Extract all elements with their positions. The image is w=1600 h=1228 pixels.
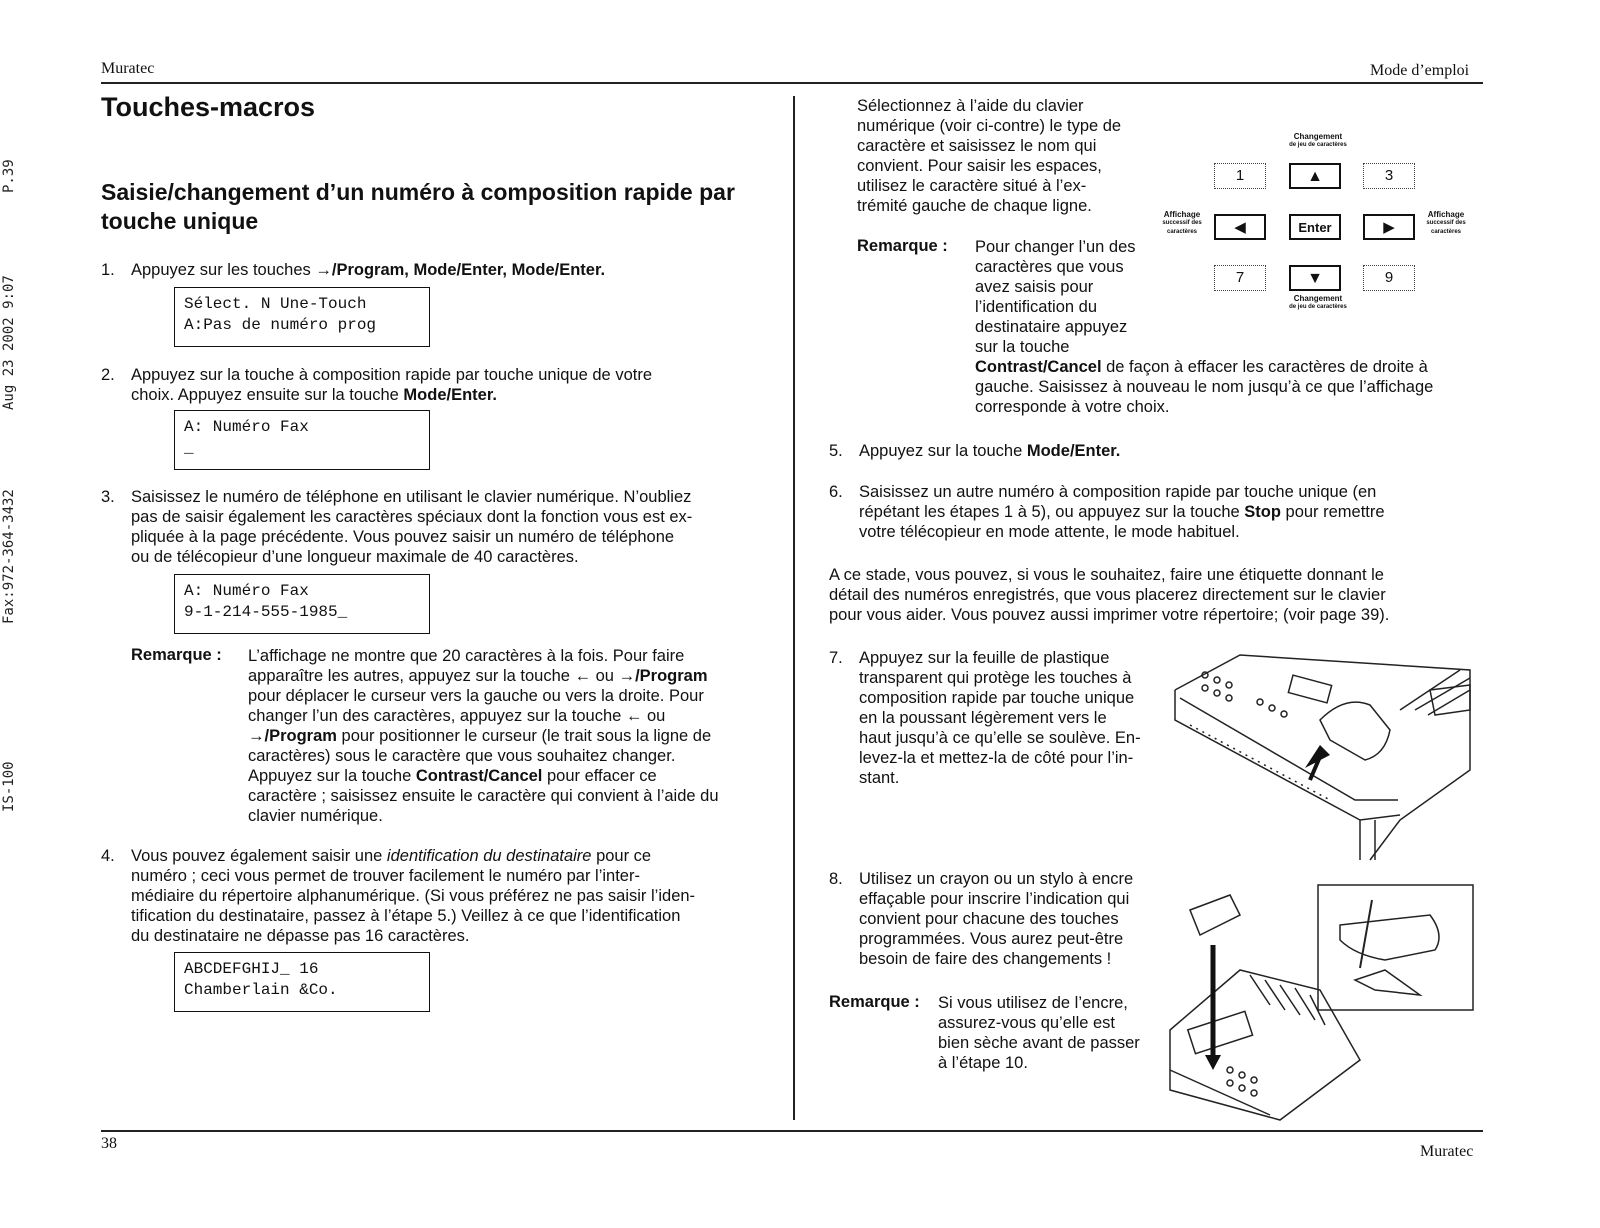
step-text: Saisissez le numéro de téléphone en utilisant le clavier numérique. N’oubliez [131,488,692,506]
step-text: numéro ; ceci vous permet de trouver facilement le numéro par l’inter- [131,867,640,885]
fax-number: Fax:972-364-3432 [1,489,17,624]
step-number: 1. [101,261,115,279]
step-2 [101,365,781,405]
note-label: Remarque : [131,646,222,664]
label-text: Affichage [1163,210,1201,219]
step-text: tification du destinataire, passez à l’étape 5.) Veillez à ce que l’identification [131,907,681,925]
note-key: →/Program [248,727,337,745]
note-text: de façon à effacer les caractères de droite à [1101,358,1428,376]
note-text: pour déplacer le curseur vers la gauche ou vers la droite. Pour [248,687,704,705]
step-text: Appuyez sur la touche [859,442,1027,460]
step-text: Appuyez sur la touche à composition rapide par touche unique de votre [131,366,652,384]
keypad-key-6: ▶ [1363,214,1415,240]
paragraph-text: détail des numéros enregistrés, que vous placerez directement sur le clavier [829,586,1386,604]
step-7 [829,648,1159,788]
keypad-label-left [1154,210,1210,237]
step-emphasis: identification du destinataire [386,847,592,865]
keypad-label-right [1418,210,1474,237]
intro-text: convient. Pour saisir les espaces, [857,157,1102,175]
intro-text: trémité gauche de chaque ligne. [857,197,1092,215]
lcd-line: _ [184,439,194,457]
step-keys: →/Program, Mode/Enter, Mode/Enter. [315,261,606,279]
step-8 [829,869,1159,969]
keypad-key-4: ◀ [1214,214,1266,240]
lcd-display-3 [174,574,430,634]
note-text: Si vous utilisez de l’encre, [938,994,1128,1012]
footer-brand: Muratec [1420,1143,1474,1160]
step-number: 7. [829,649,843,667]
step-keys: Mode/Enter. [403,386,497,404]
lcd-display-2 [174,410,430,470]
step-text: Vous pouvez également saisir une [131,847,387,865]
step-keys: Stop [1244,503,1281,521]
step-6 [829,482,1479,542]
lcd-display-1 [174,287,430,347]
label-subtext: de jeu de caractères [1289,304,1347,310]
lcd-line: A: Numéro Fax [184,418,309,436]
step-text: stant. [859,769,900,787]
lcd-line: A: Numéro Fax [184,582,309,600]
label-text: Affichage [1427,210,1465,219]
note-text: caractère ; saisissez ensuite le caractère qui convient à l’aide du [248,787,719,805]
note-label: Remarque : [829,993,920,1011]
label-text: Changement [1293,132,1343,141]
fax-header-margin [0,0,36,1228]
note-body-2 [975,237,1485,417]
note-text: apparaître les autres, appuyez sur la touche ← ou [248,667,619,685]
step-text: convient pour chacune des touches [859,910,1119,928]
lcd-line: ABCDEFGHIJ_ 16 [184,960,319,978]
lcd-line: Sélect. N Une-Touch [184,295,367,313]
note-text: corresponde à votre choix. [975,398,1170,416]
label-writing-illustration [1160,880,1480,1125]
section-subtitle: Saisie/changement d’un numéro à composition rapide par touche unique [101,179,735,234]
note-text: gauche. Saisissez à nouveau le nom jusqu’à ce que l’affichage [975,378,1434,396]
step-number: 4. [101,847,115,865]
step-text: effaçable pour inscrire l’indication qui [859,890,1130,908]
note-text: clavier numérique. [248,807,383,825]
right-intro [857,96,1157,216]
note-text: sur la touche [975,338,1070,356]
note-body-3 [938,993,1168,1073]
step-text: Saisissez un autre numéro à composition rapide par touche unique (en [859,483,1377,501]
step-text: pas de saisir également les caractères spéciaux dont la fonction vous est ex- [131,508,693,526]
step-4 [101,846,781,946]
intro-text: utilisez le caractère situé à l’ex- [857,177,1087,195]
note-text: l’identification du [975,298,1097,316]
step-text: ou de télécopieur d’une longueur maximale de 40 caractères. [131,548,579,566]
header-section: Mode d’emploi [1370,62,1470,79]
step-number: 3. [101,488,115,506]
fax-model: IS-100 [1,761,17,812]
lcd-display-4 [174,952,430,1012]
paragraph-text: A ce stade, vous pouvez, si vous le souhaitez, faire une étiquette donnant le [829,566,1384,584]
keypad-label-top [1278,132,1358,150]
note-text: Appuyez sur la touche [248,767,416,785]
step-text: programmées. Vous aurez peut-être [859,930,1124,948]
fax-cover-illustration [1170,650,1480,865]
note-text: destinataire appuyez [975,318,1128,336]
step-number: 2. [101,366,115,384]
label-text: Changement [1293,294,1343,303]
note-text: bien sèche avant de passer [938,1034,1140,1052]
step-text: pliquée à la page précédente. Vous pouvez saisir un numéro de téléphone [131,528,675,546]
step-number: 6. [829,483,843,501]
note-text: L’affichage ne montre que 20 caractères à la fois. Pour faire [248,647,685,665]
lcd-line: Chamberlain &Co. [184,981,338,999]
step-text: pour ce [591,847,652,865]
note-key: Contrast/Cancel [975,358,1102,376]
lcd-line: A:Pas de numéro prog [184,316,377,334]
fax-page-number: P.39 [1,159,17,193]
note-text: pour effacer ce [542,767,657,785]
column-divider [793,96,795,1120]
intro-text: numérique (voir ci-contre) le type de [857,117,1122,135]
page-title: Touches-macros [101,92,316,122]
note-text: assurez-vous qu’elle est [938,1014,1116,1032]
step-text: votre télécopieur en mode attente, le mode habituel. [859,523,1240,541]
step-3 [101,487,781,567]
step-text: du destinataire ne dépasse pas 16 caractères. [131,927,470,945]
step-text: composition rapide par touche unique [859,689,1135,707]
step-text: Utilisez un crayon ou un stylo à encre [859,870,1134,888]
step-number: 8. [829,870,843,888]
paragraph-text: pour vous aider. Vous pouvez aussi imprimer votre répertoire; (voir page 39). [829,606,1390,624]
note-key: Contrast/Cancel [415,767,543,785]
note-text: pour positionner le curseur (le trait sous la ligne de [336,727,712,745]
label-subtext: successif des caractères [1426,220,1466,235]
step-text: choix. Appuyez ensuite sur la touche [131,386,404,404]
note-text: caractères que vous [975,258,1124,276]
footer-rule [101,1130,1483,1132]
step-text: besoin de faire des changements ! [859,950,1112,968]
page-number: 38 [101,1135,117,1152]
step-text: répétant les étapes 1 à 5), ou appuyez sur la touche [859,503,1245,521]
note-text: caractères) sous le caractère que vous souhaitez changer. [248,747,676,765]
step-text: transparent qui protège les touches à [859,669,1132,687]
step-text: haut jusqu’à ce qu’elle se soulève. En- [859,729,1141,747]
fax-datetime: Aug 23 2002 9:07 [1,275,17,410]
intro-text: caractère et saisissez le nom qui [857,137,1097,155]
header-brand: Muratec [101,60,155,77]
note-text: Pour changer l’un des [975,238,1136,256]
keypad-key-8: ▼ [1289,265,1341,291]
step-text: levez-la et mettez-la de côté pour l’in- [859,749,1134,767]
keypad-key-7: 7 [1214,265,1266,291]
label-paragraph [829,565,1489,625]
note-body-1 [248,646,768,826]
note-label: Remarque : [857,237,948,255]
keypad-key-3: 3 [1363,163,1415,189]
note-key: →/Program [618,667,708,685]
step-text: médiaire du répertoire alphanumérique. (Si vous préférez ne pas saisir l’iden- [131,887,696,905]
step-number: 5. [829,442,843,460]
step-text: Appuyez sur les touches [131,261,316,279]
step-text: Appuyez sur la feuille de plastique [859,649,1110,667]
label-subtext: successif des caractères [1162,220,1202,235]
step-text: pour remettre [1280,503,1385,521]
note-text: à l’étape 10. [938,1054,1028,1072]
intro-text: Sélectionnez à l’aide du clavier [857,97,1084,115]
step-keys: Mode/Enter. [1026,442,1121,460]
header-rule [101,82,1483,84]
keypad-key-9: 9 [1363,265,1415,291]
keypad-key-1: 1 [1214,163,1266,189]
keypad-enter-key: Enter [1289,214,1341,240]
keypad-key-2: ▲ [1289,163,1341,189]
step-text: en la poussant légèrement vers le [859,709,1107,727]
lcd-line: 9-1-214-555-1985_ [184,603,348,621]
label-subtext: de jeu de caractères [1289,142,1347,148]
note-text: changer l’un des caractères, appuyez sur la touche ← ou [248,707,666,725]
note-text: avez saisis pour [975,278,1094,296]
